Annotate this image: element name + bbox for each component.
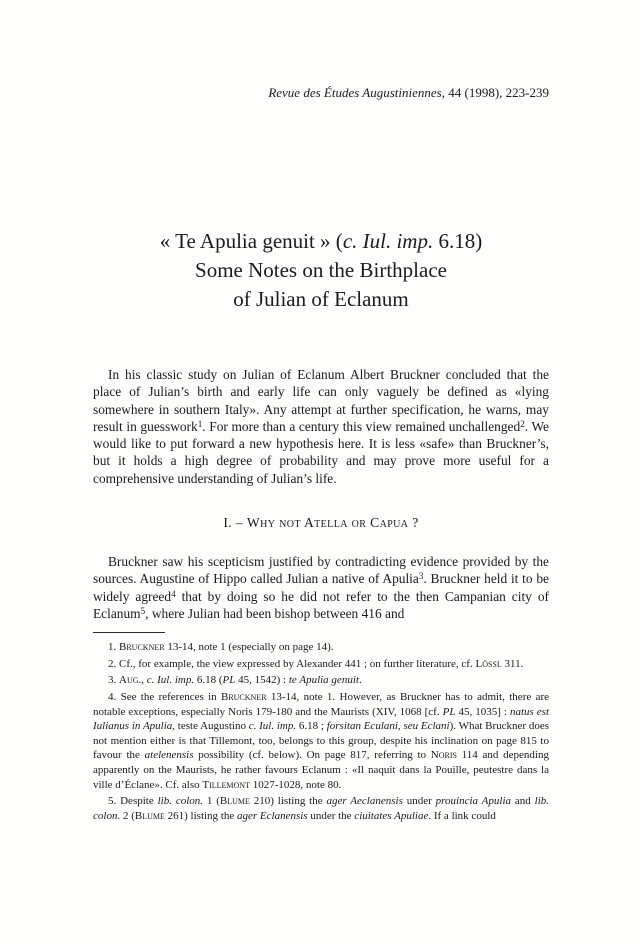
section-heading: I. – Why not Atella or Capua ? [223,515,419,531]
footnote-5: 5. Despite lib. colon. 1 (Blume 210) listing the ager Aeclanensis under prouincia Apulia and lib. colon. 2 (Blume 261) listing the ager Eclanensis under the ciuitates Apuliae. If a link could [93,795,550,822]
title-line-1: « Te Apulia genuit » (c. Iul. imp. 6.18) [159,229,483,253]
journal-reference: Revue des Études Augustiniennes, 44 (1998), 223-239 [268,85,549,100]
footnote-3: 3. Aug., c. Iul. imp. 6.18 (PL 45, 1542) : te Apulia genuit. [108,674,362,687]
body-paragraph-2: Bruckner saw his scepticism justified by contradicting evidence provided by the sources. Augustine of Hippo called Julian a native of Apulia$^3$. Bruckner held it to be widely agreed$^4$ that by doing so he did not refer to the then Campanian city of Eclanum$^5$, where Julian had been bishop between 416 and [93,554,549,621]
footnotes-block [93,640,549,823]
body-paragraph-1: In his classic study on Julian of Eclanum Albert Bruckner concluded that the place of Julian’s birth and early life can only vaguely be defined as «lying somewhere in southern Italy». Any attempt at further specification, he warns, may result in guesswork$^1$. For more than a century this view remained unchallenged$^2$. We would like to put forward a new hypothesis here. It is less «safe» than Bruckner’s, but it holds a high degree of probability and may prove more useful for a comprehensive understanding of Julian’s life. [93,367,549,486]
footnote-4: 4. See the references in Bruckner 13-14, note 1. However, as Bruckner has to admit, there are notable exceptions, especially Noris 179-180 and the Maurists (XIV, 1068 [cf. PL 45, 1035] : natus est Iulianus in Apulia, teste Augustino c. Iul. imp. 6.18 ; forsitan Eculani, seu Eclani). What Bruckner does not mention either is that Tillemont, too, belongs to this group, despite his inclination on page 815 to favour the atelenensis possibility (cf. below). On page 817, referring to Noris 114 and depending apparently on the Maurists, he rather favours Eclanum : «Il naquit dans la Pouille, peutestre dans la ville d’Éclane». Cf. also Tillemont 1027-1028, note 80. [93,691,550,791]
title-line-3: of Julian of Eclanum [233,287,409,311]
footnote-2: 2. Cf., for example, the view expressed by Alexander 441 ; on further literature, cf. Lössl 311. [108,657,524,670]
footnote-1: 1. Bruckner 13-14, note 1 (especially on page 14). [108,641,334,654]
article-title [93,227,549,314]
title-line-2: Some Notes on the Birthplace [195,258,447,282]
footnote-separator [93,632,165,633]
